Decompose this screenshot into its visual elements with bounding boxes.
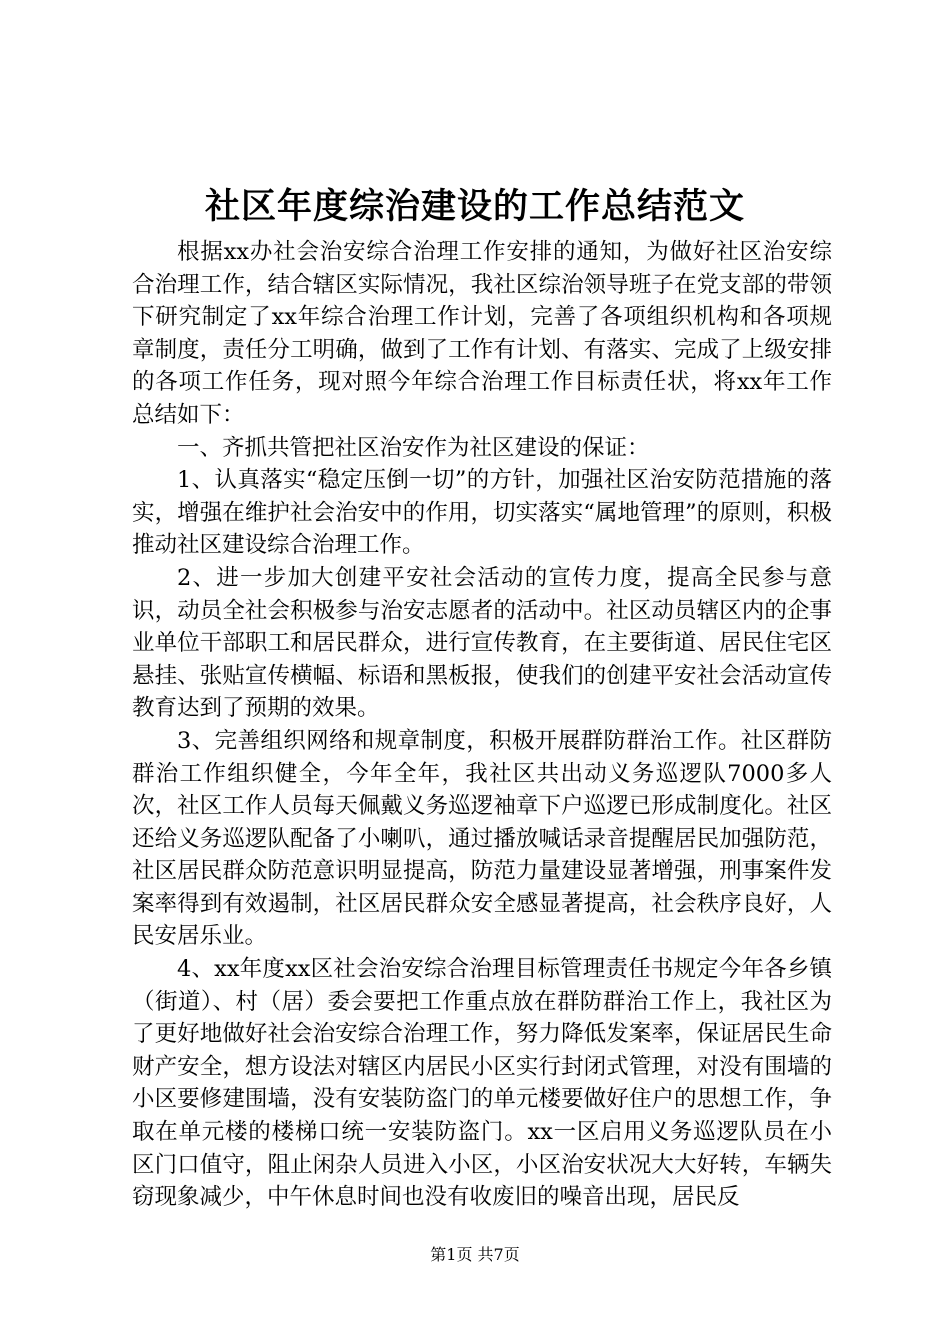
body-paragraph-intro: 根据xx办社会治安综合治理工作安排的通知，为做好社区治安综合治理工作，结合辖区实际情况，我社区综治领导班子在党支部的带领下研究制定了xx年综合治理工作计划，完善了各项组织机构和各项规章制度，责任分工明确，做到了工作有计划、有落实、完成了上级安排的各项工作任务，现对照今年综合治理工作目标责任状，将xx年工作总结如下：	[132, 239, 832, 428]
body-paragraph-4: 4、xx年度xx区社会治安综合治理目标管理责任书规定今年各乡镇（街道）、村（居）委会要把工作重点放在群防群治工作上，我社区为了更好地做好社会治安综合治理工作，努力降低发案率，保证居民生命财产安全，想方设法对辖区内居民小区实行封闭式管理，对没有围墙的小区要修建围墙，没有安装防盗门的单元楼要做好住户的思想工作，争取在单元楼的楼梯口统一安装防盗门。xx一区启用义务巡逻队员在小区门口值守，阻止闲杂人员进入小区，小区治安状况大大好转，车辆失窃现象减少，中午休息时间也没有收废旧的噪音出现，居民反	[132, 956, 832, 1211]
section-heading: 一、齐抓共管把社区治安作为社区建设的保证：	[177, 434, 650, 461]
document-title: 社区年度综治建设的工作总结范文	[204, 186, 745, 227]
body-paragraph-3: 3、完善组织网络和规章制度，积极开展群防群治工作。社区群防群治工作组织健全，今年全年，我社区共出动义务巡逻队7000多人次，社区工作人员每天佩戴义务巡逻袖章下户巡逻已形成制度化。社区还给义务巡逻队配备了小喇叭，通过播放喊话录音提醒居民加强防范，社区居民群众防范意识明显提高，防范力量建设显著增强，刑事案件发案率得到有效遏制，社区居民群众安全感显著提高，社会秩序良好，人民安居乐业。	[132, 727, 832, 950]
body-paragraph-1: 1、认真落实“稳定压倒一切”的方针，加强社区治安防范措施的落实，增强在维护社会治安中的作用，切实落实“属地管理”的原则，积极推动社区建设综合治理工作。	[132, 467, 832, 559]
document-body	[132, 236, 832, 1214]
page-footer: 第1页 共7页	[430, 1245, 520, 1264]
body-paragraph-2: 2、进一步加大创建平安社会活动的宣传力度，提高全民参与意识，动员全社会积极参与治安志愿者的活动中。社区动员辖区内的企事业单位干部职工和居民群众，进行宣传教育，在主要街道、居民住宅区悬挂、张贴宣传横幅、标语和黑板报，使我们的创建平安社会活动宣传教育达到了预期的效果。	[132, 564, 832, 722]
